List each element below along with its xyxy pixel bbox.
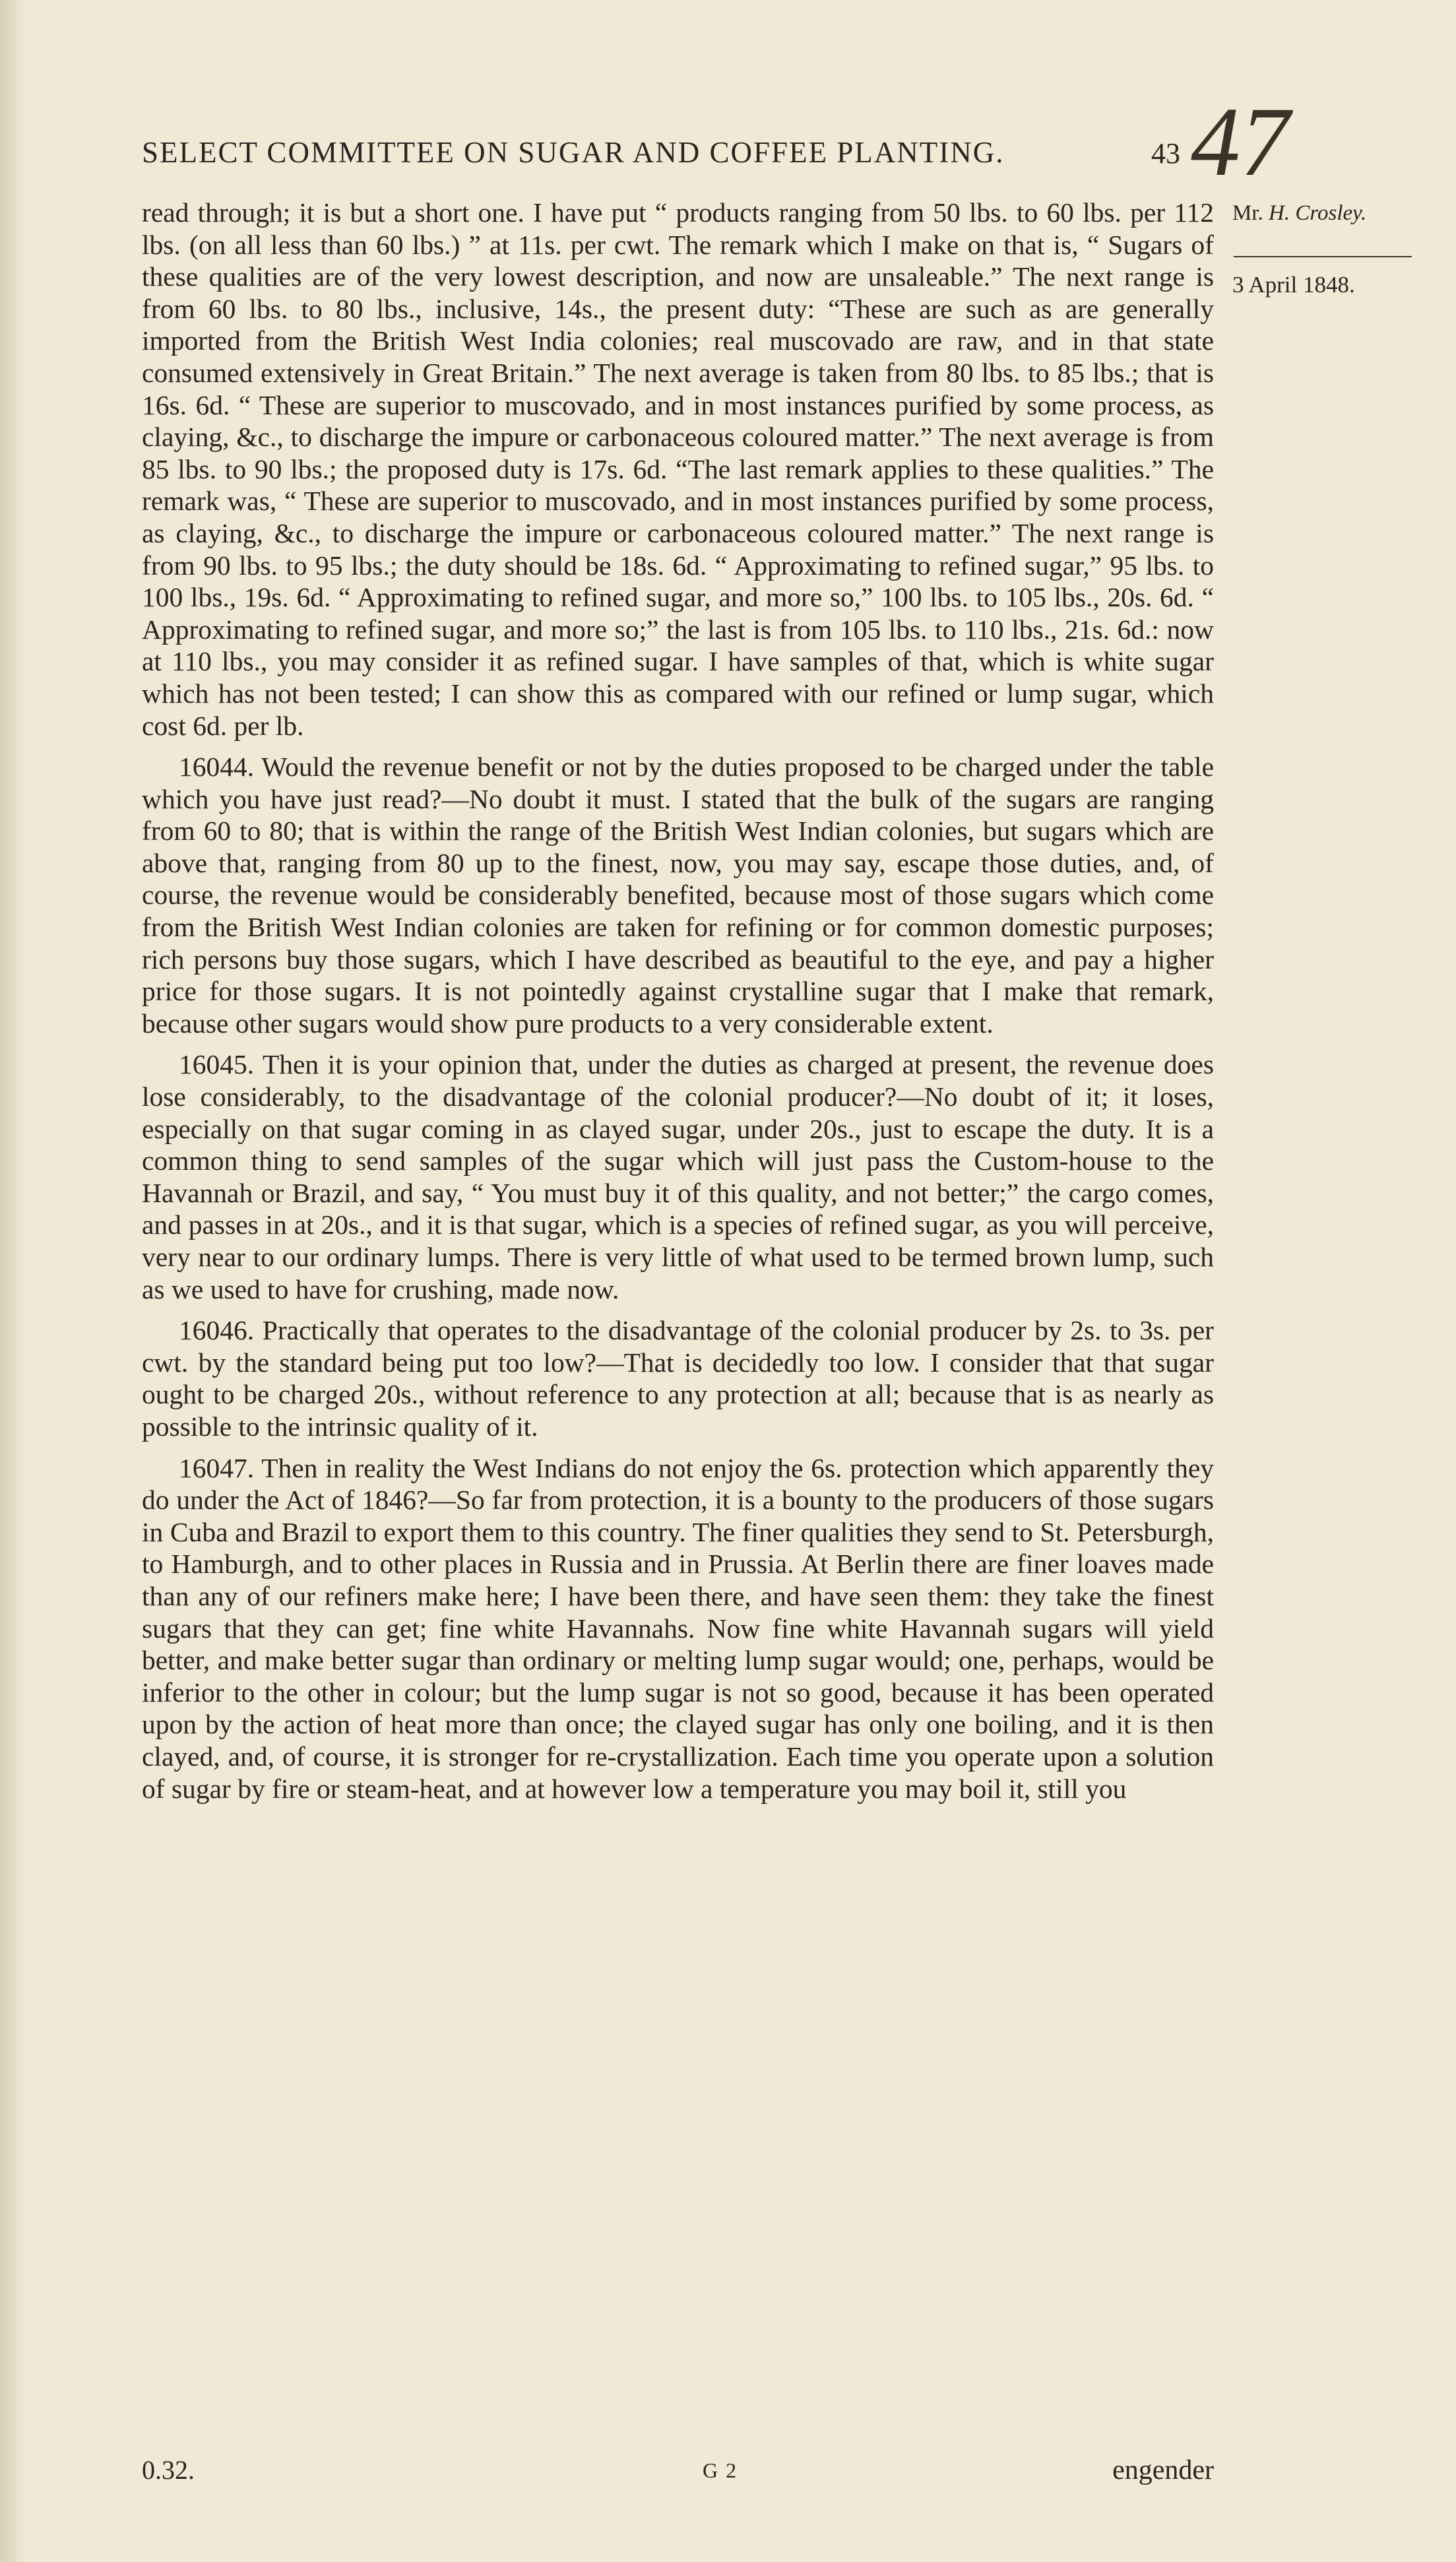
witness-prefix: Mr. (1232, 201, 1269, 225)
witness-name (1232, 201, 1437, 226)
footer-document-number: 0.32. (142, 2455, 195, 2485)
footer-signature-mark: G 2 (703, 2458, 738, 2482)
page-number: 43 (1151, 137, 1180, 170)
paragraph-continued: read through; it is but a short one. I have put “ products ranging from 50 lbs. to 60 lbs. per 112 lbs. (on all less than 60 lbs.) ” at 11s. per cwt. The remark which I make on that is, “ Sugars of these qualities are of the very lowest description, and now are unsaleable.” The next range is from 60 lbs. to 80 lbs., inclusive, 14s., the present duty: “These are such as are generally imported from the British West India colonies; real muscovado are raw, and in that state consumed extensively in Great Britain.” The next average is taken from 80 lbs. to 85 lbs.; that is 16s. 6d. “ These are superior to muscovado, and in most instances purified by some process, as claying, &c., to discharge the impure or carbonaceous coloured matter.” The next average is from 85 lbs. to 90 lbs.; the proposed duty is 17s. 6d. “The last remark applies to these qualities.” The remark was, “ These are superior to muscovado, and in most instances purified by some process, as claying, &c., to discharge the impure or carbonaceous coloured matter.” The next range is from 90 lbs. to 95 lbs.; the duty should be 18s. 6d. “ Approximating to refined sugar,” 95 lbs. to 100 lbs., 19s. 6d. “ Approximating to refined sugar, and more so,” 100 lbs. to 105 lbs., 20s. 6d. “ Approximating to refined sugar, and more so;” the last is from 105 lbs. to 110 lbs., 21s. 6d.: now at 110 lbs., you may consider it as refined sugar. I have samples of that, which is white sugar which has not been tested; I can show this as compared with our refined or lump sugar, which cost 6d. per lb. (142, 197, 1214, 741)
margin-rule (1234, 256, 1412, 257)
footer-catchword: engender (1112, 2455, 1214, 2485)
page-footer (142, 2454, 1214, 2494)
paragraph-16044: 16044. Would the revenue benefit or not by the duties proposed to be charged under the table which you have just read?—No doubt it must. I stated that the bulk of the sugars are ranging from 60 to 80; that is within the range of the British West Indian colonies, but sugars which are above that, ranging from 80 up to the finest, now, you may say, escape those duties, and, of course, the revenue would be considerably benefited, because most of those sugars which come from the British West Indian colonies are taken for refining or for common domestic purposes; rich persons buy those sugars, which I have described as beautiful to the eye, and pay a higher price for those sugars. It is not pointedly against crystalline sugar that I make that remark, because other sugars would show pure products to a very considerable extent. (142, 752, 1214, 1039)
body-text (142, 197, 1214, 1805)
page-edge-shadow (0, 0, 26, 2562)
paragraph-16045: 16045. Then it is your opinion that, under the duties as charged at present, the revenue does lose considerably, to the disadvantage of the colonial producer?—No doubt of it; it loses, especially on that sugar coming in as clayed sugar, under 20s., just to escape the duty. It is a common thing to send samples of the sugar which will just pass the Custom-house to the Havannah or Brazil, and say, “ You must buy it of this quality, and not better;” the cargo comes, and passes in at 20s., and it is that sugar, which is a species of refined sugar, as you will perceive, very near to our ordinary lumps. There is very little of what used to be termed brown lump, such as we used to have for crushing, made now. (142, 1049, 1214, 1304)
paragraph-16047: 16047. Then in reality the West Indians do not enjoy the 6s. protection which apparently they do under the Act of 1846?—So far from protection, it is a bounty to the producers of those sugars in Cuba and Brazil to export them to this country. The finer qualities they send to St. Petersburgh, to Hamburgh, and to other places in Russia and in Prussia. At Berlin there are finer loaves made than any of our refiners make here; I have been there, and have seen them: they take the finest sugars that they can get; fine white Havannahs. Now fine white Havannah sugars will yield better, and make better sugar than ordinary or melting lump sugar would; one, perhaps, would be inferior to the other in colour; but the lump sugar is not so good, because it has been operated upon by the action of heat more than once; the clayed sugar has only one boiling, and it is then clayed, and, of course, it is stronger for re-crystallization. Each time you operate upon a solution of sugar by fire or steam-heat, and at however low a temperature you may boil it, still you (142, 1452, 1214, 1804)
page-title: SELECT COMMITTEE ON SUGAR AND COFFEE PLANTING. (142, 136, 1005, 169)
handwritten-page-number: 47 (1191, 87, 1290, 197)
running-header (142, 87, 1290, 197)
paragraph-16046: 16046. Practically that operates to the disadvantage of the colonial producer by 2s. to 3s. per cwt. by the standard being put too low?—That is decidedly too low. I consider that that sugar ought to be charged 20s., without reference to any protection at all; because that is as nearly as possible to the intrinsic quality of it. (142, 1315, 1214, 1442)
witness-surname: H. Crosley. (1269, 201, 1367, 225)
testimony-date: 3 April 1848. (1232, 272, 1355, 298)
